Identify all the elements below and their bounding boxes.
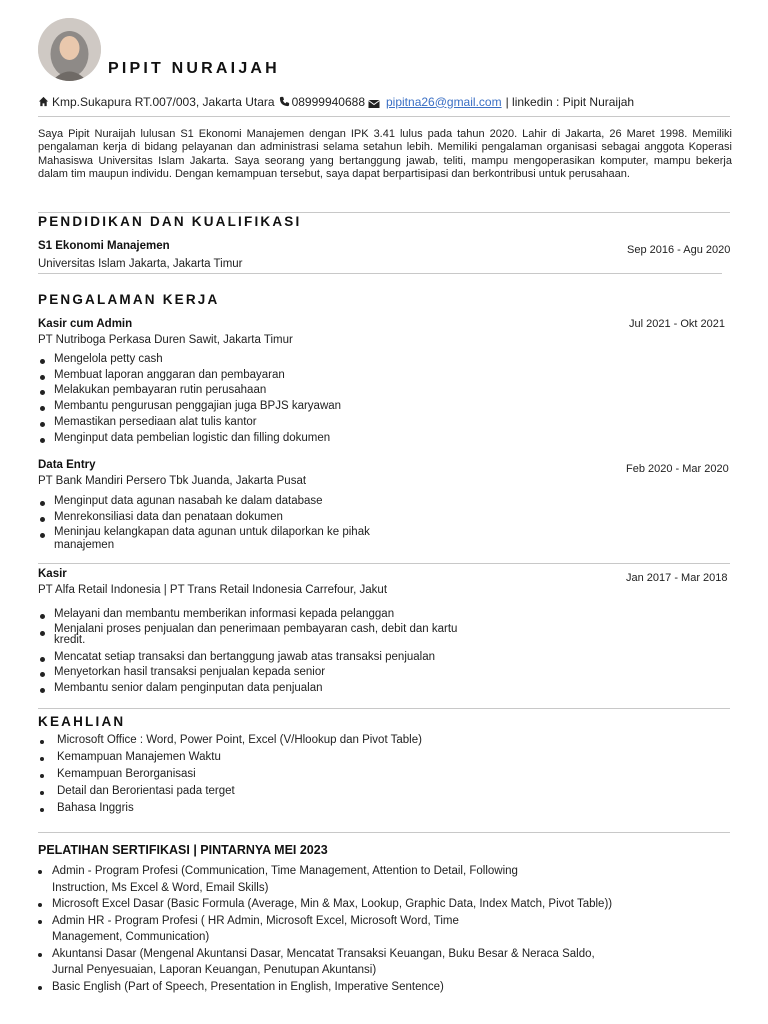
list-item: Membuat laporan anggaran dan pembayaran [38,368,518,384]
list-item: Kemampuan Berorganisasi [38,766,538,783]
section-title-education: PENDIDIKAN DAN KUALIFIKASI [38,214,302,229]
education-degree: S1 Ekonomi Manajemen [38,240,170,252]
job-title: Data Entry [38,459,96,471]
phone-text: 08999940688 [291,94,365,109]
envelope-icon [368,99,380,109]
list-item: Membantu senior dalam penginputan data penjualan [38,681,488,697]
list-item: Microsoft Excel Dasar (Basic Formula (Average, Min & Max, Lookup, Graphic Data, Index Match, Pivot Table)) [36,896,656,913]
job-date: Feb 2020 - Mar 2020 [626,463,729,475]
divider [38,832,730,833]
list-item: Menyetorkan hasil transaksi penjualan kepada senior [38,665,488,681]
list-item: Memastikan persediaan alat tulis kantor [38,415,518,431]
divider [38,212,730,213]
list-item: Menginput data agunan nasabah ke dalam database [38,494,398,510]
list-item: Admin - Program Profesi (Communication, Time Management, Attention to Detail, Following Instruction, Ms Excel & Word, Email Skills) [36,863,552,896]
job-task-list [38,352,518,446]
candidate-name: PIPIT NURAIJAH [108,60,280,77]
list-item: Meninjau kelangkapan data agunan untuk dilaporkan ke pihak manajemen [38,526,398,552]
list-item: Membantu pengurusan penggajian juga BPJS karyawan [38,399,518,415]
linkedin-text: | linkedin : Pipit Nuraijah [505,94,635,109]
list-item: Kemampuan Manajemen Waktu [38,749,538,766]
skills-list [38,732,538,817]
list-item: Melakukan pembayaran rutin perusahaan [38,383,518,399]
section-title-training: PELATIHAN SERTIFIKASI | PINTARNYA MEI 2023 [38,843,328,857]
divider [38,563,730,564]
list-item: Basic English (Part of Speech, Presentation in English, Imperative Sentence) [36,979,656,996]
job-company: PT Bank Mandiri Persero Tbk Juanda, Jakarta Pusat [38,475,307,487]
job-company: PT Nutriboga Perkasa Duren Sawit, Jakarta Timur [38,334,293,346]
list-item: Menginput data pembelian logistic dan filling dokumen [38,431,518,447]
list-item: Menrekonsiliasi data dan penataan dokumen [38,510,398,526]
divider [38,116,730,117]
list-item: Menjalani proses penjualan dan penerimaan pembayaran cash, debit dan kartu kredit. [38,624,488,646]
list-item: Akuntansi Dasar (Mengenal Akuntansi Dasar, Mencatat Transaksi Keuangan, Buku Besar & Neraca Saldo, Jurnal Penyesuaian, Laporan Keuangan, Penutupan Akuntansi) [36,946,602,979]
list-item: Detail dan Berorientasi pada terget [38,783,538,800]
section-title-skills: KEAHLIAN [38,714,126,729]
list-item: Mengelola petty cash [38,352,518,368]
profile-photo [38,18,101,81]
profile-summary: Saya Pipit Nuraijah lulusan S1 Ekonomi Manajemen dengan IPK 3.41 lulus pada tahun 2020. Lahir di Jakarta, 26 Maret 1998. Memiliki pengalaman kerja di bidang pelayanan dan administrasi selama setahun lebih. Memiliki pengalaman organisasi sebagai anggota Koperasi Mahasiswa Universitas Islam Jakarta. Saya seorang yang bertanggung jawab, teliti, mampu mengoperasikan komputer, mampu bekerja dalam tim maupun individu. Dengan kemampuan tersebut, saya dapat berpartisipasi dan berkontribusi untuk perusahaan. [38,128,732,180]
job-date: Jan 2017 - Mar 2018 [626,572,728,584]
job-date: Jul 2021 - Okt 2021 [629,318,726,330]
divider [38,273,722,274]
list-item: Bahasa Inggris [38,800,538,817]
contact-line [38,94,634,109]
phone-icon [279,96,290,107]
job-task-list [38,494,398,556]
list-item: Microsoft Office : Word, Power Point, Excel (V/Hlookup dan Pivot Table) [38,732,538,749]
list-item: Admin HR - Program Profesi ( HR Admin, Microsoft Excel, Microsoft Word, Time Management, Communication) [36,913,502,946]
training-list [36,863,656,995]
section-title-experience: PENGALAMAN KERJA [38,292,220,307]
education-date: Sep 2016 - Agu 2020 [627,244,731,256]
list-item: Melayani dan membantu memberikan informasi kepada pelanggan [38,607,488,623]
address-text: Kmp.Sukapura RT.007/003, Jakarta Utara [52,94,275,109]
education-school: Universitas Islam Jakarta, Jakarta Timur [38,258,243,270]
job-title: Kasir cum Admin [38,318,133,330]
job-task-list [38,607,488,697]
job-company: PT Alfa Retail Indonesia | PT Trans Retail Indonesia Carrefour, Jakut [38,584,388,596]
list-item: Mencatat setiap transaksi dan bertanggung jawab atas transaksi penjualan [38,650,488,666]
email-link[interactable]: pipitna26@gmail.com [386,94,502,109]
home-icon [38,96,49,107]
divider [38,708,730,709]
job-title: Kasir [38,568,67,580]
